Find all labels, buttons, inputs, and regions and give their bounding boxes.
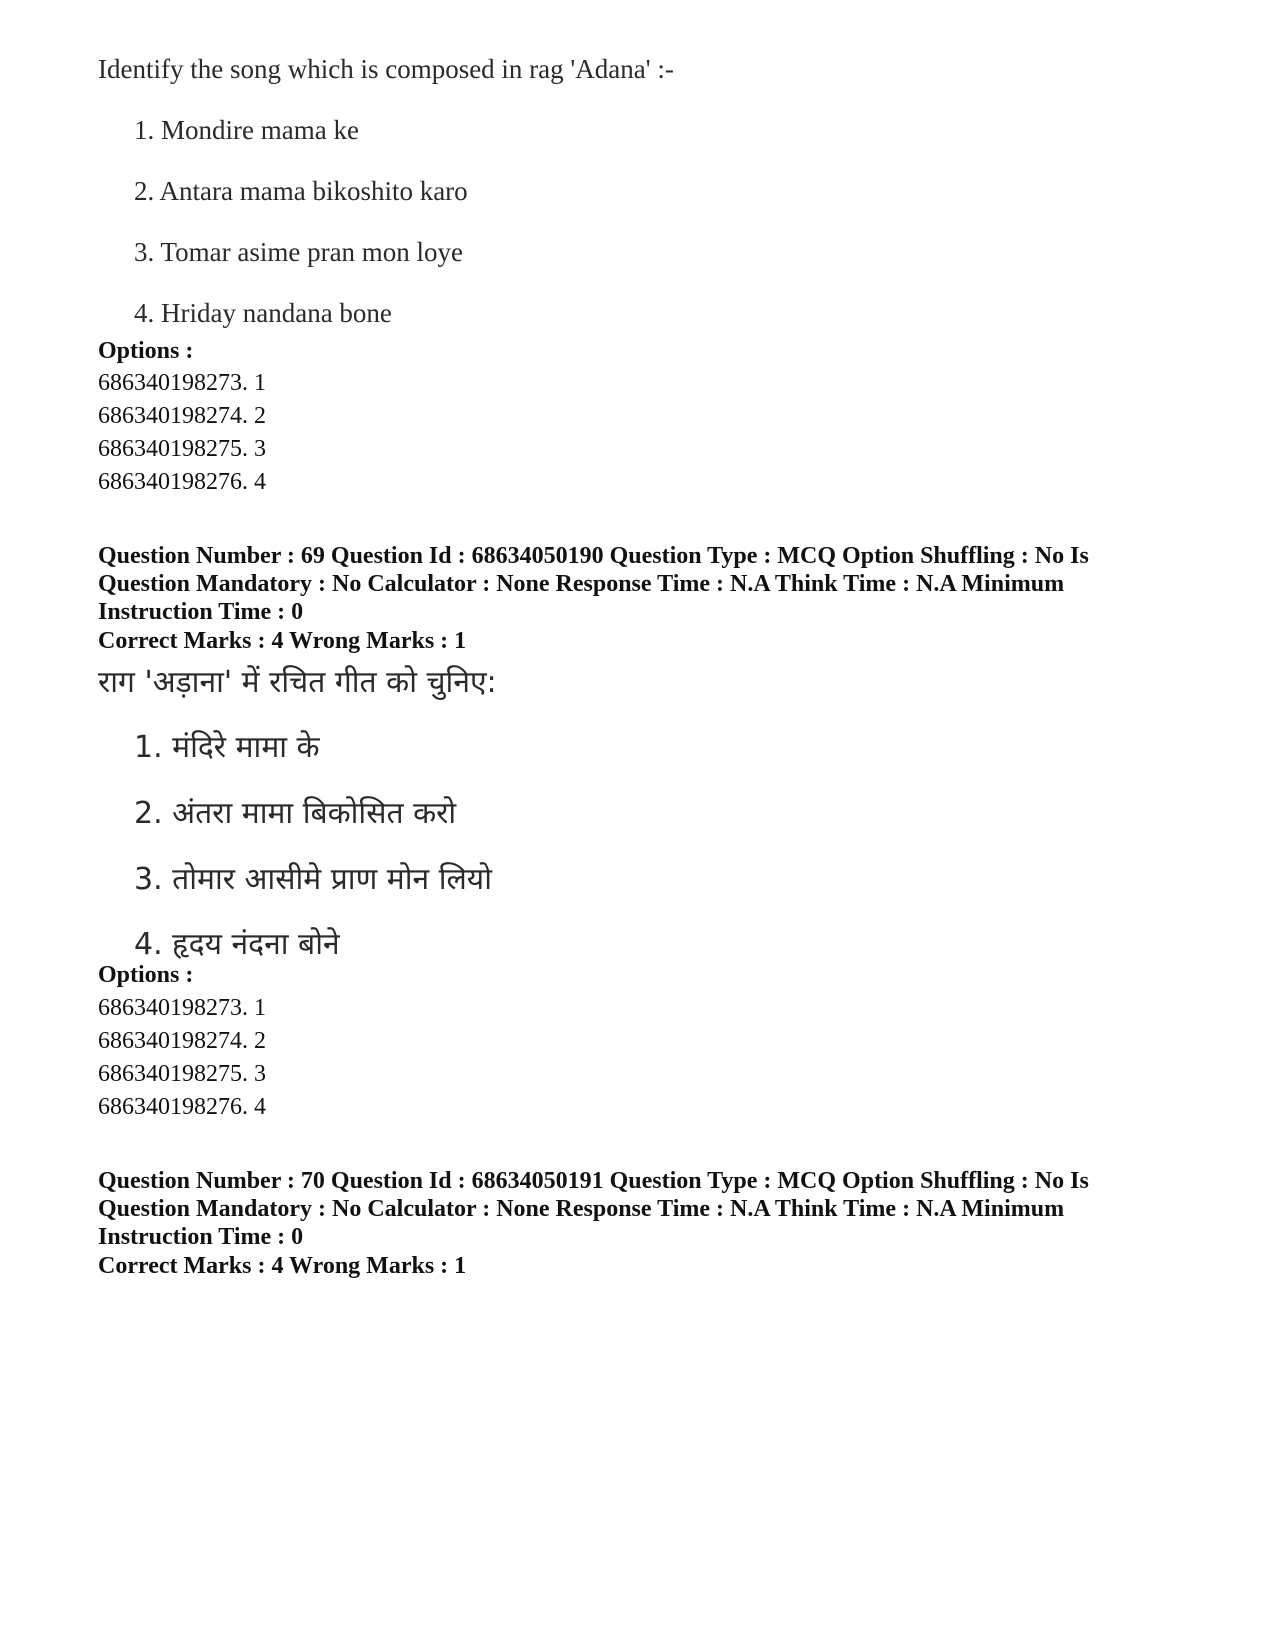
q68-options-label: Options : bbox=[98, 338, 194, 364]
q69-meta-line-2: Question Mandatory : No Calculator : None Response Time : N.A Think Time : N.A Minimum bbox=[98, 571, 1065, 597]
q68-item-4: 4. Hriday nandana bone bbox=[134, 298, 392, 328]
q70-marks: Correct Marks : 4 Wrong Marks : 1 bbox=[98, 1253, 467, 1279]
q68-option-3: 686340198275. 3 bbox=[98, 436, 266, 462]
q70-meta-line-1: Question Number : 70 Question Id : 68634050191 Question Type : MCQ Option Shuffling : No Is bbox=[98, 1168, 1089, 1194]
q70-meta bbox=[98, 1167, 1178, 1251]
q69-meta bbox=[98, 542, 1178, 626]
q69-item-3: 3. तोमार आसीमे प्राण मोन लियो bbox=[134, 862, 492, 897]
q68-option-1: 686340198273. 1 bbox=[98, 370, 266, 396]
q69-marks: Correct Marks : 4 Wrong Marks : 1 bbox=[98, 628, 467, 654]
q69-option-4: 686340198276. 4 bbox=[98, 1094, 266, 1120]
q69-item-1: 1. मंदिरे मामा के bbox=[134, 730, 320, 765]
q68-option-4: 686340198276. 4 bbox=[98, 469, 266, 495]
q68-item-1: 1. Mondire mama ke bbox=[134, 115, 359, 145]
q69-meta-line-3: Instruction Time : 0 bbox=[98, 599, 304, 625]
q68-item-2: 2. Antara mama bikoshito karo bbox=[134, 176, 468, 206]
q69-option-1: 686340198273. 1 bbox=[98, 995, 266, 1021]
q69-question-text: राग 'अड़ाना' में रचित गीत को चुनिए: bbox=[98, 665, 497, 700]
q68-question-text: Identify the song which is composed in rag 'Adana' :- bbox=[98, 54, 674, 84]
q69-options-label: Options : bbox=[98, 962, 194, 988]
q70-meta-line-3: Instruction Time : 0 bbox=[98, 1224, 304, 1250]
q69-item-4: 4. हृदय नंदना बोने bbox=[134, 927, 340, 962]
q68-item-3: 3. Tomar asime pran mon loye bbox=[134, 237, 464, 267]
q68-option-2: 686340198274. 2 bbox=[98, 403, 266, 429]
q70-meta-line-2: Question Mandatory : No Calculator : None Response Time : N.A Think Time : N.A Minimum bbox=[98, 1196, 1065, 1222]
q69-meta-line-1: Question Number : 69 Question Id : 68634050190 Question Type : MCQ Option Shuffling : No Is bbox=[98, 543, 1089, 569]
q69-item-2: 2. अंतरा मामा बिकोसित करो bbox=[134, 796, 457, 831]
q69-option-3: 686340198275. 3 bbox=[98, 1061, 266, 1087]
q69-option-2: 686340198274. 2 bbox=[98, 1028, 266, 1054]
